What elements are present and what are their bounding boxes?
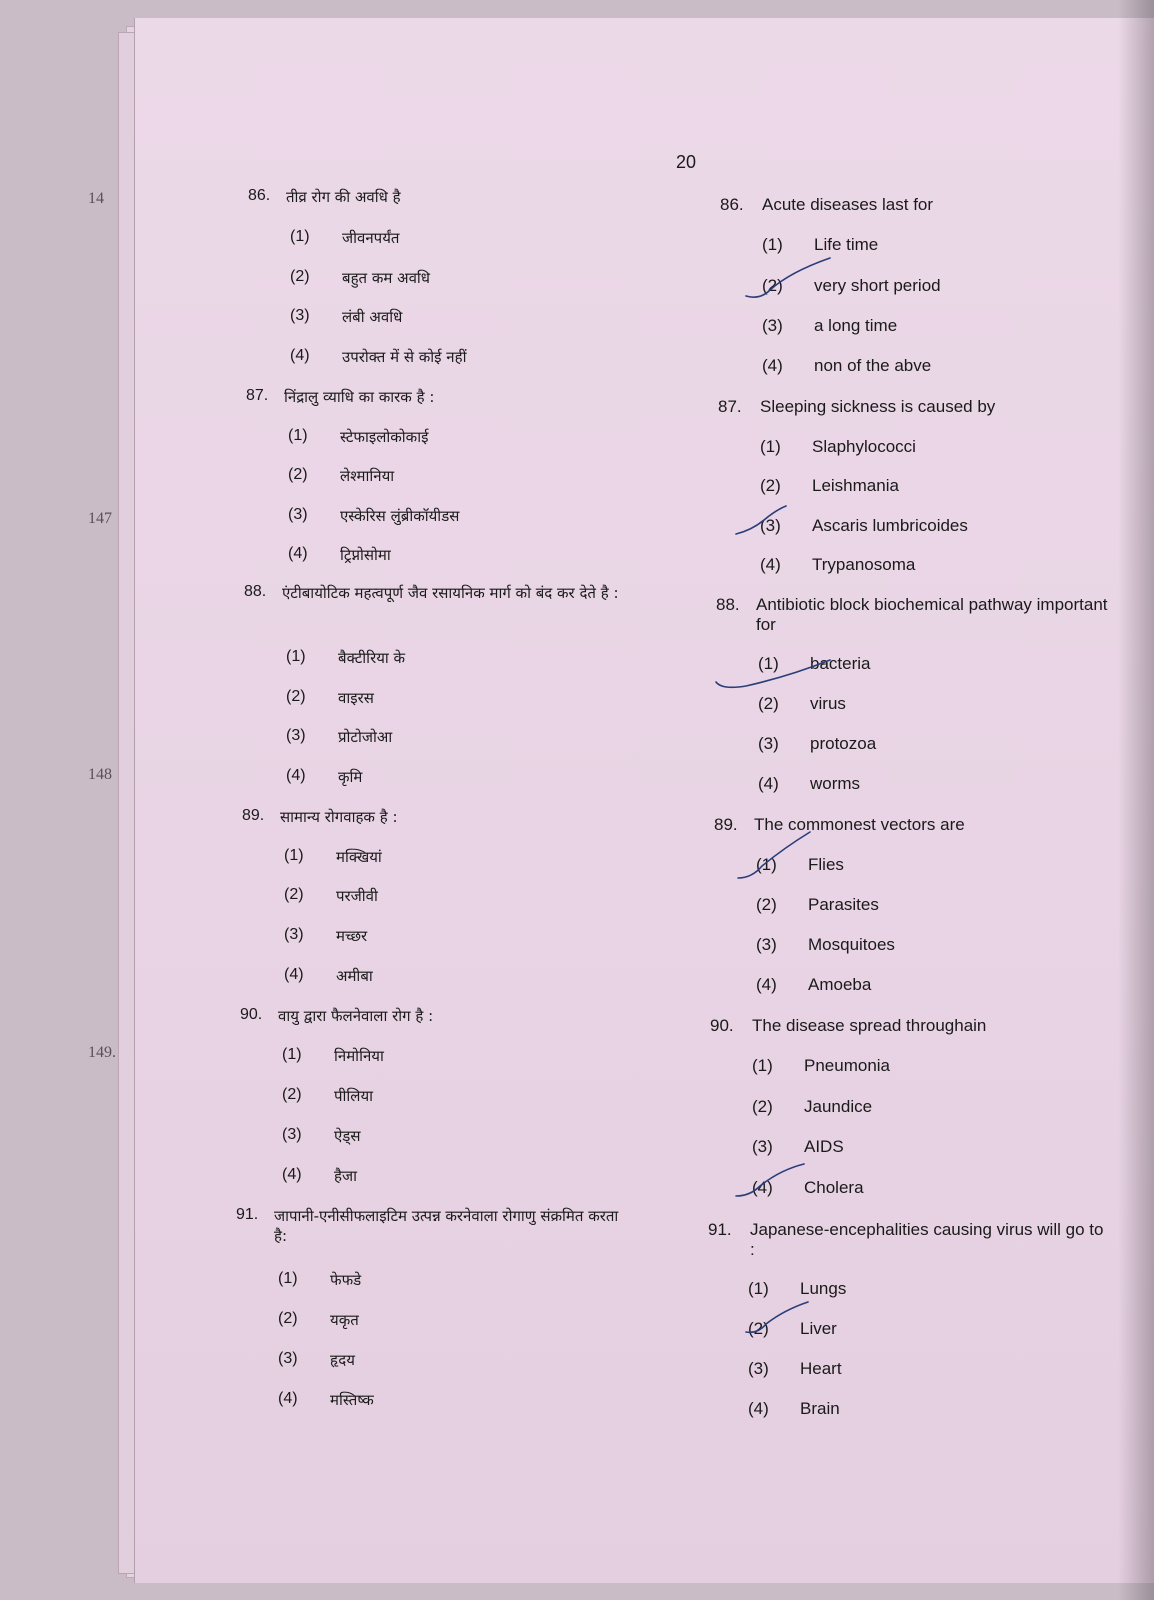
option-text: बहुत कम अवधि bbox=[342, 269, 431, 287]
option-text: हृदय bbox=[330, 1351, 355, 1369]
option-text: non of the abve bbox=[814, 356, 932, 375]
question-number: 88. bbox=[244, 583, 267, 600]
option-text: Amoeba bbox=[808, 975, 872, 994]
question-number: 87. bbox=[246, 387, 269, 404]
option-number: (4) bbox=[756, 975, 777, 994]
question-text: एंटीबायोटिक महत्वपूर्ण जैव रसायनिक मार्ग को बंद कर देते है : bbox=[282, 584, 619, 602]
option-text: मक्खियां bbox=[336, 848, 382, 866]
option-number: (3) bbox=[288, 506, 308, 523]
option-text: Brain bbox=[800, 1399, 840, 1418]
question-text: जापानी-एनीसीफलाइटिम उत्पन्न करनेवाला रोगाणु संक्रमित करता है: bbox=[274, 1207, 619, 1245]
option-number: (2) bbox=[762, 276, 783, 295]
question-number: 90. bbox=[710, 1016, 734, 1035]
option-number: (1) bbox=[752, 1056, 773, 1075]
option-number: (4) bbox=[752, 1178, 773, 1197]
option-number: (2) bbox=[758, 694, 779, 713]
option-number: (3) bbox=[752, 1137, 773, 1156]
option-text: Parasites bbox=[808, 895, 879, 914]
option-text: मच्छर bbox=[336, 927, 368, 945]
option-number: (1) bbox=[282, 1046, 302, 1063]
option-number: (2) bbox=[284, 886, 304, 903]
option-number: (4) bbox=[286, 767, 306, 784]
option-number: (3) bbox=[758, 734, 779, 753]
option-number: (2) bbox=[282, 1086, 302, 1103]
option-text: उपरोक्त में से कोई नहीं bbox=[342, 348, 467, 366]
question-text: Antibiotic block biochemical pathway important for bbox=[756, 595, 1108, 634]
option-text: worms bbox=[810, 774, 861, 793]
question-text: The commonest vectors are bbox=[754, 815, 965, 834]
question-text: सामान्य रोगवाहक है : bbox=[280, 808, 398, 826]
option-number: (2) bbox=[752, 1097, 773, 1116]
page-edge-shadow bbox=[1118, 0, 1154, 1600]
option-text: परजीवी bbox=[336, 887, 378, 905]
option-text: लंबी अवधि bbox=[342, 308, 403, 326]
option-number: (2) bbox=[288, 466, 308, 483]
option-text: Life time bbox=[814, 235, 879, 254]
question-text: वायु द्वारा फैलनेवाला रोग है : bbox=[278, 1007, 434, 1025]
option-text: Slaphylococci bbox=[812, 437, 916, 456]
question-number: 86. bbox=[720, 195, 744, 214]
option-text: Trypanosoma bbox=[812, 555, 916, 574]
option-text: Heart bbox=[800, 1359, 842, 1378]
question-text: Sleeping sickness is caused by bbox=[760, 397, 996, 416]
option-number: (1) bbox=[278, 1270, 298, 1287]
option-number: (4) bbox=[762, 356, 783, 375]
option-number: (1) bbox=[748, 1279, 769, 1298]
option-number: (3) bbox=[290, 307, 310, 324]
option-text: Ascaris lumbricoides bbox=[812, 516, 968, 535]
option-text: यकृत bbox=[330, 1311, 359, 1329]
option-number: (4) bbox=[748, 1399, 769, 1418]
option-number: (3) bbox=[282, 1126, 302, 1143]
option-text: ऐड्स bbox=[334, 1127, 361, 1145]
question-text: तीव्र रोग की अवधि है bbox=[286, 188, 401, 206]
question-text: निंद्रालु व्याधि का कारक है : bbox=[284, 388, 435, 406]
option-number: (4) bbox=[288, 545, 308, 562]
option-number: (1) bbox=[760, 437, 781, 456]
option-number: (4) bbox=[758, 774, 779, 793]
option-text: Flies bbox=[808, 855, 844, 874]
option-text: Pneumonia bbox=[804, 1056, 891, 1075]
question-text: The disease spread throughain bbox=[752, 1016, 987, 1035]
option-text: AIDS bbox=[804, 1137, 844, 1156]
margin-number: 149. bbox=[88, 1044, 116, 1061]
option-text: bacteria bbox=[810, 654, 871, 673]
option-text: मस्तिष्क bbox=[330, 1391, 374, 1409]
question-number: 89. bbox=[714, 815, 738, 834]
option-text: जीवनपर्यंत bbox=[342, 229, 400, 247]
option-text: पीलिया bbox=[334, 1087, 374, 1105]
option-number: (2) bbox=[290, 268, 310, 285]
option-number: (3) bbox=[278, 1350, 298, 1367]
option-text: Cholera bbox=[804, 1178, 864, 1197]
option-number: (2) bbox=[286, 688, 306, 705]
option-text: लेश्मानिया bbox=[340, 467, 395, 485]
option-number: (4) bbox=[282, 1166, 302, 1183]
question-number: 89. bbox=[242, 807, 265, 824]
option-text: कृमि bbox=[338, 768, 363, 786]
option-number: (4) bbox=[760, 555, 781, 574]
margin-number: 14 bbox=[88, 190, 104, 207]
option-number: (3) bbox=[748, 1359, 769, 1378]
question-text: Acute diseases last for bbox=[762, 195, 934, 214]
option-text: Liver bbox=[800, 1319, 837, 1338]
option-text: Jaundice bbox=[804, 1097, 873, 1116]
question-number: 90. bbox=[240, 1006, 263, 1023]
option-text: protozoa bbox=[810, 734, 877, 753]
page-number: 20 bbox=[676, 152, 697, 172]
margin-number: 148 bbox=[88, 766, 112, 783]
option-number: (4) bbox=[278, 1390, 298, 1407]
exam-page bbox=[134, 18, 1154, 1583]
option-text: निमोनिया bbox=[334, 1047, 384, 1065]
option-number: (3) bbox=[286, 727, 306, 744]
option-number: (3) bbox=[760, 516, 781, 535]
question-number: 91. bbox=[236, 1206, 259, 1223]
question-number: 87. bbox=[718, 397, 742, 416]
option-text: वाइरस bbox=[338, 689, 374, 707]
option-text: Leishmania bbox=[812, 476, 899, 495]
option-number: (1) bbox=[288, 427, 308, 444]
option-number: (1) bbox=[756, 855, 777, 874]
option-number: (2) bbox=[756, 895, 777, 914]
option-text: स्टेफाइलोकोकाई bbox=[340, 428, 429, 446]
option-number: (1) bbox=[758, 654, 779, 673]
option-text: very short period bbox=[814, 276, 941, 295]
option-number: (2) bbox=[748, 1319, 769, 1338]
option-number: (1) bbox=[290, 228, 310, 245]
option-number: (2) bbox=[760, 476, 781, 495]
option-text: ट्रिप्नोसोमा bbox=[340, 546, 391, 564]
option-number: (3) bbox=[284, 926, 304, 943]
question-text: Japanese-encephalities causing virus will go to : bbox=[750, 1220, 1104, 1259]
option-text: हैजा bbox=[334, 1167, 357, 1185]
option-number: (1) bbox=[286, 648, 306, 665]
option-number: (4) bbox=[284, 966, 304, 983]
option-number: (1) bbox=[284, 847, 304, 864]
margin-number: 147 bbox=[88, 510, 112, 527]
question-number: 86. bbox=[248, 187, 271, 204]
option-number: (3) bbox=[756, 935, 777, 954]
option-text: Lungs bbox=[800, 1279, 847, 1298]
option-text: a long time bbox=[814, 316, 898, 335]
option-text: virus bbox=[810, 694, 846, 713]
option-text: एस्केरिस लुंब्रीकॉयीडस bbox=[340, 507, 460, 525]
option-text: फेफडे bbox=[330, 1271, 362, 1289]
option-text: Mosquitoes bbox=[808, 935, 895, 954]
question-number: 91. bbox=[708, 1220, 732, 1239]
option-number: (3) bbox=[762, 316, 783, 335]
option-number: (2) bbox=[278, 1310, 298, 1327]
option-number: (1) bbox=[762, 235, 783, 254]
option-text: अमीबा bbox=[336, 967, 373, 985]
question-number: 88. bbox=[716, 595, 740, 614]
option-text: बैक्टीरिया के bbox=[338, 649, 406, 667]
option-text: प्रोटोजोआ bbox=[338, 728, 393, 746]
option-number: (4) bbox=[290, 347, 310, 364]
